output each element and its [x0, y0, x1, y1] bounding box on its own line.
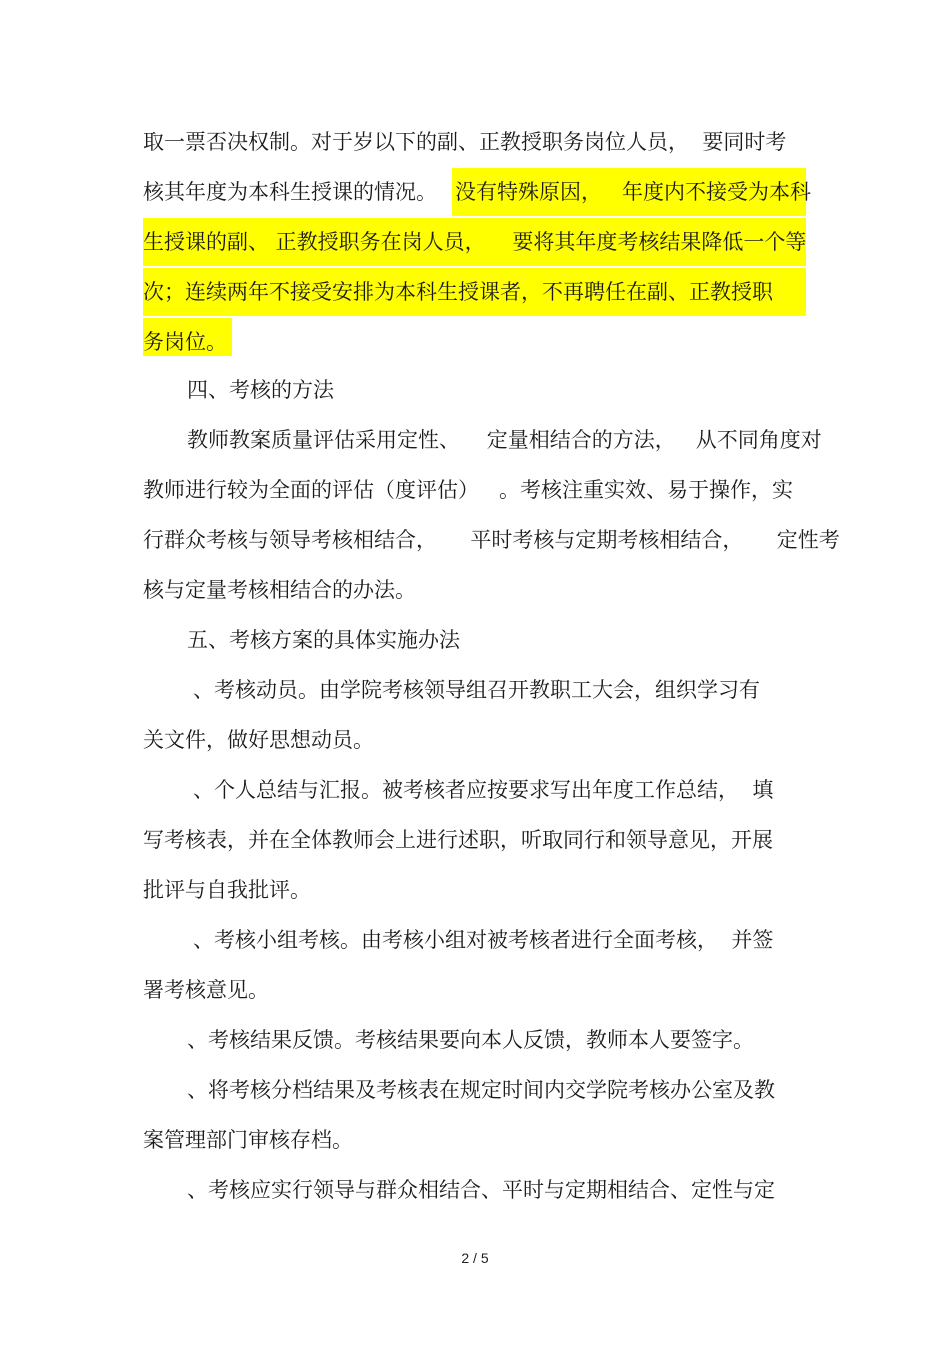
text-line: 、考核结果反馈。考核结果要向本人反馈，教师本人要签字。 — [187, 1028, 754, 1052]
section-heading: 四、考核的方法 — [187, 378, 334, 402]
text-line: 行群众考核与领导考核相结合， 平时考核与定期考核相结合， 定性考 — [143, 528, 840, 552]
text-line: 、考核应实行领导与群众相结合、平时与定期相结合、定性与定 — [187, 1178, 775, 1202]
text-line: 、将考核分档结果及考核表在规定时间内交学院考核办公室及教 — [187, 1078, 775, 1102]
text-line-highlighted: 务岗位。 — [143, 330, 227, 354]
text-line-highlighted: 没有特殊原因， 年度内不接受为本科 — [455, 180, 812, 204]
text-line: 署考核意见。 — [143, 978, 269, 1002]
text-line: 教师教案质量评估采用定性、 定量相结合的方法， 从不同角度对 — [187, 428, 822, 452]
text-line: 批评与自我批评。 — [143, 878, 311, 902]
text-line-highlighted: 次；连续两年不接受安排为本科生授课者，不再聘任在副、正教授职 — [143, 280, 773, 304]
text-line: 、考核动员。由学院考核领导组召开教职工大会，组织学习有 — [193, 678, 760, 702]
text-line: 案管理部门审核存档。 — [143, 1128, 353, 1152]
text-line: 关文件，做好思想动员。 — [143, 728, 374, 752]
text-line: 、个人总结与汇报。被考核者应按要求写出年度工作总结， 填 — [193, 778, 774, 802]
section-heading: 五、考核方案的具体实施办法 — [187, 628, 460, 652]
text-line: 取一票否决权制。对于岁以下的副、正教授职务岗位人员， 要同时考 — [143, 130, 787, 154]
text-line: 写考核表，并在全体教师会上进行述职，听取同行和领导意见，开展 — [143, 828, 773, 852]
text-line: 核其年度为本科生授课的情况。 — [143, 180, 437, 204]
text-line: 核与定量考核相结合的办法。 — [143, 578, 416, 602]
text-line: 、考核小组考核。由考核小组对被考核者进行全面考核， 并签 — [193, 928, 774, 952]
page-number: 2 / 5 — [461, 1250, 489, 1266]
text-line-highlighted: 生授课的副、 正教授职务在岗人员， 要将其年度考核结果降低一个等 — [143, 230, 807, 254]
text-line: 教师进行较为全面的评估（度评估） 。考核注重实效、易于操作，实 — [143, 478, 794, 502]
